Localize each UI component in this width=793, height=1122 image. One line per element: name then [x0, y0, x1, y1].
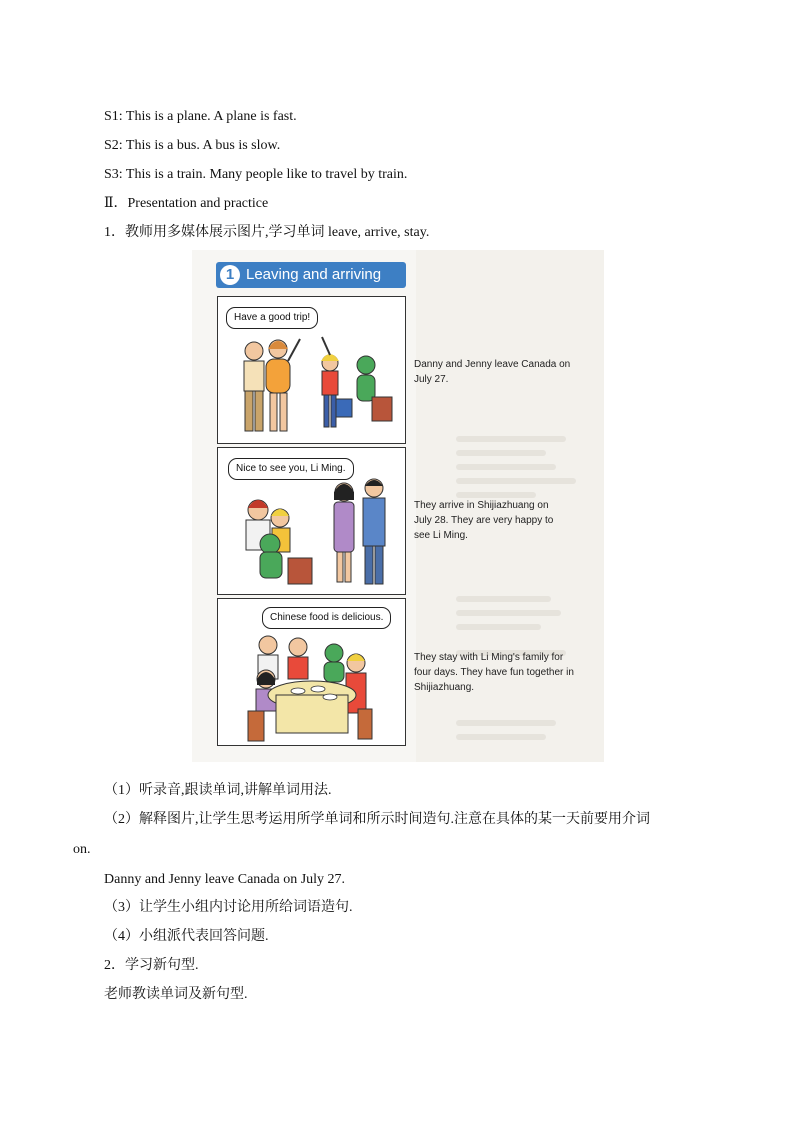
dialogue-line-s2: S2: This is a bus. A bus is slow.: [104, 138, 281, 153]
step-1-sub-2-continued: on.: [73, 842, 91, 857]
comic-panel-leaving: [217, 296, 406, 444]
step-1-heading: 1．教师用多媒体展示图片,学习单词 leave, arrive, stay.: [104, 225, 430, 240]
step-2-text: 老师教读单词及新句型.: [104, 987, 248, 1002]
section-title: Leaving and arriving: [246, 266, 382, 283]
caption-3: They stay with Li Ming's family for four days. They have fun together in Shijiazhuang.: [414, 652, 574, 693]
caption-2: They arrive in Shijiazhuang on July 28. They are very happy to see Li Ming.: [414, 500, 554, 541]
step-1-sub-3: （3）让学生小组内讨论用所给词语造句.: [104, 900, 353, 915]
dialogue-line-s1: S1: This is a plane. A plane is fast.: [104, 109, 297, 124]
step-1-sub-1: （1）听录音,跟读单词,讲解单词用法.: [104, 783, 332, 798]
comic-panel-arriving: [217, 447, 406, 595]
textbook-figure: [192, 250, 604, 762]
speech-bubble-3: Chinese food is delicious.: [262, 607, 391, 629]
section-banner: [216, 262, 406, 288]
caption-1: Danny and Jenny leave Canada on July 27.: [414, 359, 571, 385]
step-2-heading: 2．学习新句型.: [104, 958, 199, 973]
comic-panel-staying: [217, 598, 406, 746]
example-sentence: Danny and Jenny leave Canada on July 27.: [104, 872, 346, 887]
speech-bubble-2: Nice to see you, Li Ming.: [228, 458, 354, 480]
step-1-sub-2: （2）解释图片,让学生思考运用所学单词和所示时间造句.注意在具体的某一天前要用介词: [104, 812, 650, 827]
section-heading: Ⅱ．Presentation and practice: [104, 196, 269, 211]
step-1-sub-4: （4）小组派代表回答问题.: [104, 929, 269, 944]
dialogue-line-s3: S3: This is a train. Many people like to travel by train.: [104, 167, 408, 182]
speech-bubble-1: Have a good trip!: [226, 307, 318, 329]
section-number: 1: [220, 265, 240, 285]
